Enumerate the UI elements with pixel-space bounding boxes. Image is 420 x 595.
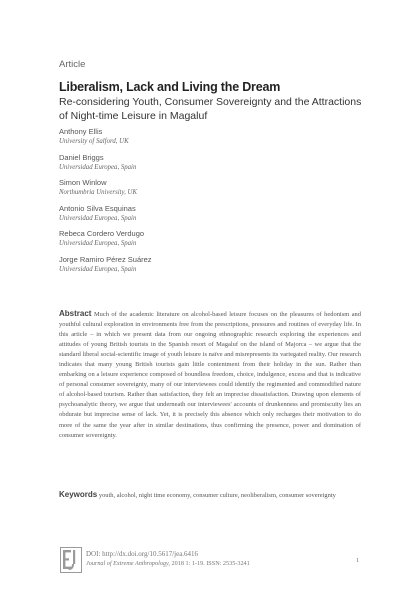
journal-details: 2018 1: 1-19. ISSN: 2535-3241 xyxy=(171,560,250,567)
author-name: Anthony Ellis xyxy=(59,127,103,136)
author-affiliation: Northumbria University, UK xyxy=(59,189,137,196)
author-affiliation: Universidad Europea, Spain xyxy=(59,214,137,222)
author-block xyxy=(59,178,359,204)
author-block xyxy=(59,204,359,230)
abstract-text: Much of the academic literature on alcohol-based leisure focuses on the pleasures of hedonism and youthful cultural exploration in environments free from the prescriptions, pressures and routines of everyday life. In this article – in which we present data from our ongoing ethnographic research exploring the experiences and attitudes of young British tourists in the Spanish resort of Magaluf on the island of Majorca – we argue that the standard liberal social-scientific image of youth leisure is naïve and misrepresents its variegated reality. Our research indicates that many young British tourists gain little contentment from their holiday in the sun. Rather than embarking on a leisure experience composed of boundless freedom, choice, indulgence, excess and that is indicative of personal consumer sovereignty, many of our interviewees could identify the regimented and commodified nature of alcohol-based tourism. Rather than satisfaction, they felt an imprecise dissatisfaction. Drawing upon elements of psychoanalytic theory, we argue that underneath our interviewees' accounts of drunkenness and promiscuity lies an obdurate but imprecise sense of lack. Yet, it is precisely this absence which only recharges their motivation to do more of the same the year after in similar destinations, thus confirming the presence, power and domination of consumer sovereignty. xyxy=(59,311,361,439)
author-block xyxy=(59,255,359,281)
author-block xyxy=(59,153,359,179)
doi-link[interactable]: DOI: http://dx.doi.org/10.5617/jea.6416 xyxy=(86,550,199,558)
author-name: Jorge Ramiro Pérez Suárez xyxy=(59,254,152,264)
author-name: Daniel Briggs xyxy=(59,152,104,162)
article-subtitle: Re-considering Youth, Consumer Sovereignty and the Attractions of Night-time Leisure in Magaluf xyxy=(59,96,362,122)
journal-logo-icon xyxy=(60,547,82,573)
author-name: Antonio Silva Esquinas xyxy=(59,203,136,213)
author-list xyxy=(59,127,359,280)
abstract-label: Abstract xyxy=(59,309,92,318)
journal-line xyxy=(86,559,326,569)
keywords-label: Keywords xyxy=(59,490,98,499)
section-label: Article xyxy=(59,59,86,70)
author-block xyxy=(59,229,359,255)
author-block xyxy=(59,127,359,153)
keywords-text: youth, alcohol, night time economy, consumer culture, neoliberalism, consumer sovereignty xyxy=(98,492,336,499)
author-name: Simon Winlow xyxy=(59,178,107,187)
article-title: Liberalism, Lack and Living the Dream xyxy=(59,80,281,94)
page-number: 1 xyxy=(356,557,360,564)
author-affiliation: Universidad Europea, Spain xyxy=(59,163,137,171)
footer-citation xyxy=(86,549,326,569)
journal-name: Journal of Extreme Anthropology, xyxy=(86,560,170,567)
author-affiliation: Universidad Europea, Spain xyxy=(59,265,137,273)
author-name: Rebeca Cordero Verdugo xyxy=(59,229,145,238)
author-affiliation: Universidad Europea, Spain xyxy=(59,240,137,247)
keywords xyxy=(59,490,361,501)
author-affiliation: University of Salford, UK xyxy=(59,138,129,145)
abstract xyxy=(59,309,361,441)
